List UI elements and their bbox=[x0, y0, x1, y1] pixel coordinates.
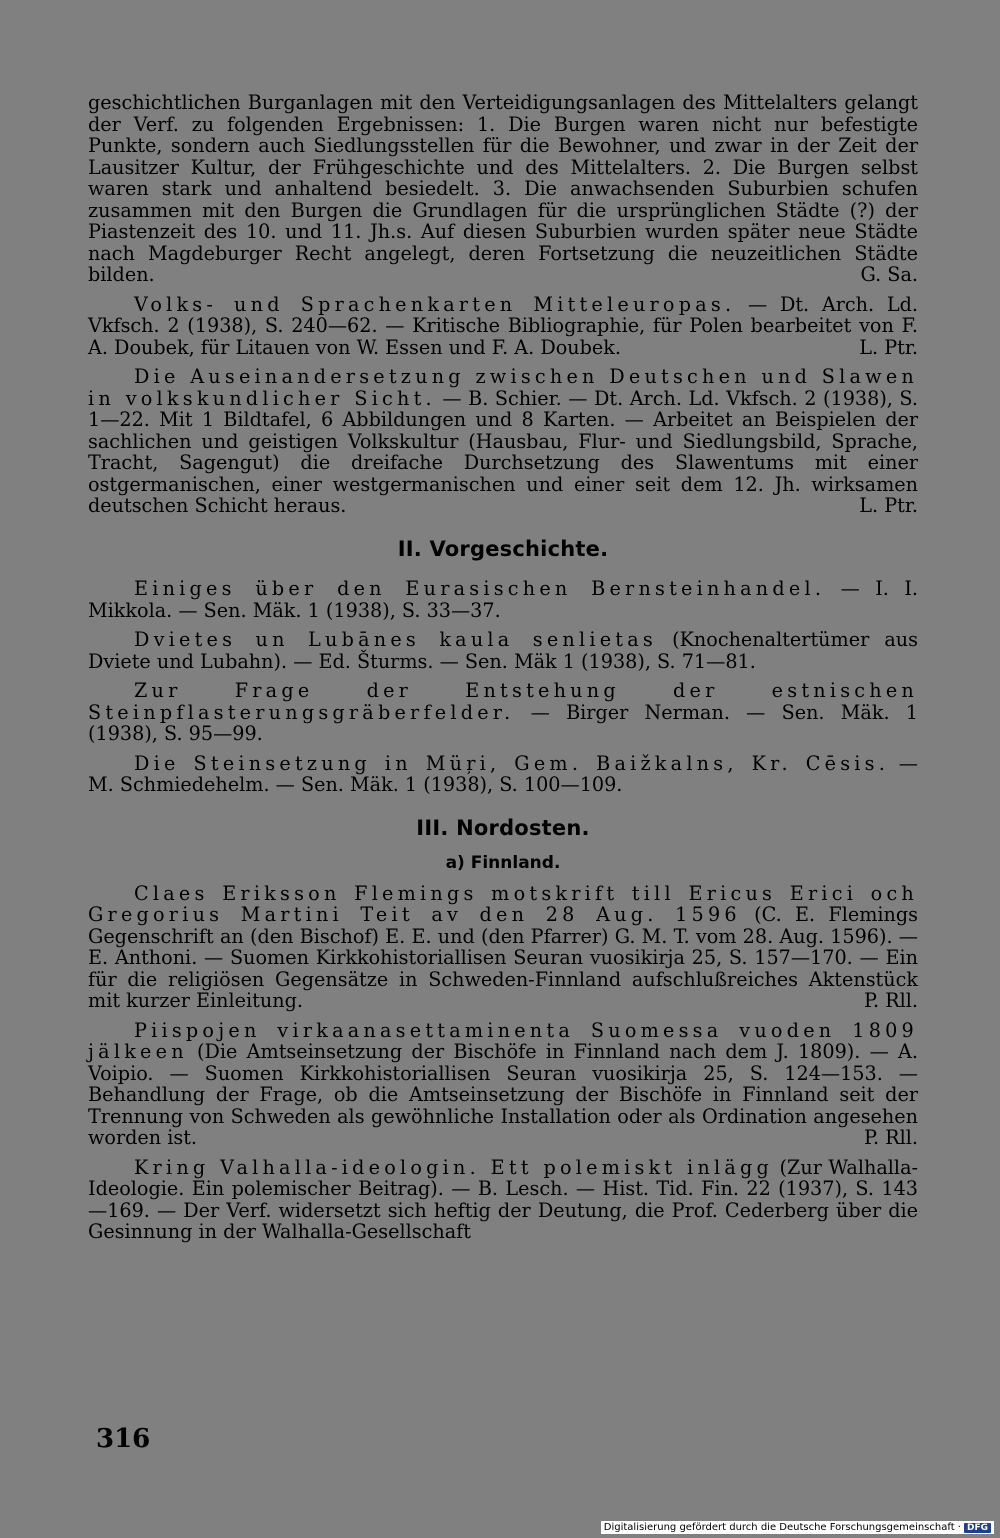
reviewer-initials: L. Ptr. bbox=[859, 494, 918, 517]
page-body bbox=[88, 92, 918, 1251]
entry-title: Piispojen virkaanasettaminenta Suomessa vuoden 1809 jälkeen bbox=[88, 1018, 918, 1063]
entry-title: Die Steinsetzung in Müŗi, Gem. Baižkalns, Kr. Cēsis. bbox=[134, 751, 890, 775]
review-entry bbox=[88, 578, 918, 621]
entry-title: Dvietes un Lubānes kaula senlietas bbox=[134, 628, 657, 651]
entry-title: Claes Eriksson Flemings motskrift till Ericus Erici och Gregorius Martini Teit av den 28 Aug. 1596 bbox=[88, 881, 918, 926]
entry-title: Volks- und Sprachenkarten Mitteleuropas. bbox=[134, 292, 736, 316]
entry-title: Die Auseinandersetzung zwischen Deutschen und Slawen in volkskundlicher Sicht. bbox=[88, 365, 918, 410]
review-entry bbox=[88, 629, 918, 672]
review-entry bbox=[88, 366, 918, 517]
review-entry bbox=[88, 294, 918, 359]
entry-text: — B. Schier. — Dt. Arch. Ld. Vkfsch. 2 (1938), S. 1—22. Mit 1 Bildtafel, 6 Abbildungen und 8 Karten. — Arbeitet an Beispielen der sachlichen und geistigen Volkskultur (Hausbau, Flur- und Siedlungsbild, Sprache, Tracht, Sagengut) die dreifache Durchsetzung des Slawentums mit einer ostgermanischen, einer westgermanischen und einer seit dem 12. Jh. wirksamen deutschen Schicht heraus. bbox=[88, 386, 918, 517]
review-entry bbox=[88, 680, 918, 745]
review-entry-continuation bbox=[88, 92, 918, 286]
entry-title: Einiges über den Eurasischen Bernsteinhandel. bbox=[134, 577, 826, 600]
subsection-heading: a) Finnland. bbox=[445, 853, 561, 873]
entry-text: (Zur Walhalla-Ideologie. Ein polemischer Beitrag). — B. Lesch. — Hist. Tid. Fin. 22 (1937), S. 143—169. — Der Verf. widersetzt sich heftig der Deutung, die Prof. Cederberg über die Gesinnung in der Walhalla-Gesellschaft bbox=[88, 1155, 918, 1243]
page-number: 316 bbox=[96, 1424, 151, 1454]
entry-title: Kring Valhalla-ideologin. Ett polemiskt inlägg bbox=[134, 1155, 774, 1179]
entry-text: — I. I. Mikkola. — Sen. Mäk. 1 (1938), S. 33—37. bbox=[88, 577, 919, 622]
entry-text: — Dt. Arch. Ld. Vkfsch. 2 (1938), S. 240—62. — Kritische Bibliographie, für Polen bearbeitet von F. A. Doubek, für Litauen von W. Essen und F. A. Doubek. bbox=[88, 292, 918, 359]
reviewer-initials: L. Ptr. bbox=[859, 335, 918, 359]
reviewer-initials: G. Sa. bbox=[860, 263, 918, 286]
entry-text: (Knochenaltertümer aus Dviete und Lubahn). — Ed. Šturms. — Sen. Mäk 1 (1938), S. 71—81. bbox=[88, 628, 919, 673]
review-entry bbox=[88, 753, 918, 796]
entry-text: (Die Amtseinsetzung der Bischöfe in Finnland nach dem J. 1809). — A. Voipio. — Suomen Kirkkohistoriallisen Seuran vuosikirja 25, S. 124—153. — Behandlung der Frage, ob die Amtseinsetzung der Bischöfe in Finnland seit der Trennung von Schweden als gewöhnliche Installation oder als Ordination angesehen worden ist. bbox=[88, 1040, 918, 1149]
entry-text: geschichtlichen Burganlagen mit den Verteidigungsanlagen des Mittelalters gelangt der Verf. zu folgenden Ergebnissen: 1. Die Burgen waren nicht nur befestigte Punkte, sondern auch Siedlungsstellen für die Bewohner, und zwar in der Zeit der Lausitzer Kultur, der Frühgeschichte und des Mittelalters. 2. Die Burgen selbst waren stark und anhaltend besiedelt. 3. Die anwachsenden Suburbien schufen zusammen mit den Burgen die Grundlagen für die ursprünglichen Städte (?) der Piastenzeit des 10. und 11. Jh.s. Auf diesen Suburbien wurden später neue Städte nach Magdeburger Recht angelegt, deren Fortsetzung die neuzeitlichen Städte bilden. bbox=[88, 91, 918, 286]
entry-text: — Birger Nerman. — Sen. Mäk. 1 (1938), S. 95—99. bbox=[88, 700, 918, 745]
entry-text: (C. E. Flemings Gegenschrift an (den Bischof) E. E. und (den Pfarrer) G. M. T. vom 28. Aug. 1596). — E. Anthoni. — Suomen Kirkkohistoriallisen Seuran vuosikirja 25, S. 157—170. — Ein für die religiösen Gegensätze in Schweden-Finnland aufschlußreiches Aktenstück mit kurzer Einleitung. bbox=[88, 903, 919, 1012]
section-heading: II. Vorgeschichte. bbox=[397, 536, 609, 561]
reviewer-initials: P. Rll. bbox=[863, 989, 918, 1012]
section-heading: III. Nordosten. bbox=[416, 815, 590, 840]
review-entry bbox=[88, 1157, 918, 1243]
entry-text: — M. Schmiedehelm. — Sen. Mäk. 1 (1938), S. 100—109. bbox=[88, 751, 918, 796]
entry-title: Zur Frage der Entstehung der estnischen Steinpflasterungsgräberfelder. bbox=[88, 679, 918, 724]
digitization-credit bbox=[601, 1521, 994, 1534]
review-entry bbox=[88, 883, 918, 1012]
reviewer-initials: P. Rll. bbox=[863, 1126, 918, 1149]
dfg-logo: DFG bbox=[964, 1523, 991, 1533]
review-entry bbox=[88, 1020, 918, 1149]
credit-text: Digitalisierung gefördert durch die Deutsche Forschungsgemeinschaft · bbox=[603, 1522, 961, 1533]
